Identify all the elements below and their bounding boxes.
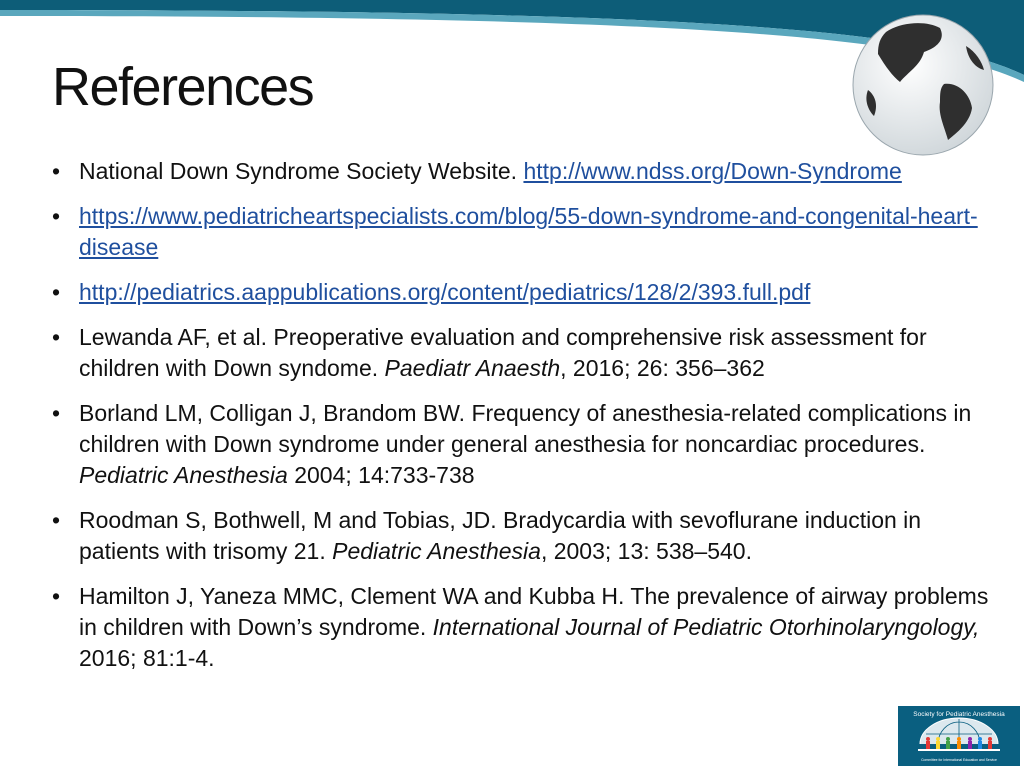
bullet-icon: • (52, 203, 61, 229)
logo-name: Society for Pediatric Anesthesia (913, 711, 1005, 718)
reference-item-2 (52, 201, 997, 263)
bullet-icon: • (52, 507, 61, 533)
journal-name: Paediatr Anaesth (384, 355, 561, 381)
bullet-icon: • (52, 324, 61, 350)
reference-text: Hamilton J, Yaneza MMC, Clement WA and Kubba H. The prevalence of airway problems in children with Down’s syndrome. (79, 583, 989, 640)
bullet-icon: • (52, 158, 61, 184)
reference-link[interactable]: https://www.pediatricheartspecialists.com/blog/55-down-syndrome-and-congenital-heart-disease (79, 203, 978, 260)
bullet-icon: • (52, 583, 61, 609)
reference-text: Roodman S, Bothwell, M and Tobias, JD. Bradycardia with sevoflurane induction in patients with trisomy 21. (79, 507, 922, 564)
reference-item-5 (52, 398, 997, 491)
page-title: References (52, 57, 314, 117)
journal-name: Pediatric Anesthesia (332, 538, 541, 564)
reference-item-7 (52, 581, 997, 674)
citation-details: 2016; 81:1-4. (79, 645, 215, 671)
reference-text: National Down Syndrome Society Website. (79, 158, 524, 184)
reference-text: Lewanda AF, et al. Preoperative evaluation and comprehensive risk assessment for children with Down syndome. (79, 324, 927, 381)
society-logo (898, 706, 1020, 766)
citation-details: , 2016; 26: 356–362 (560, 355, 765, 381)
logo-subtitle: Committee for International Education and Service (921, 758, 997, 762)
reference-link[interactable]: http://pediatrics.aappublications.org/content/pediatrics/128/2/393.full.pdf (79, 279, 811, 305)
citation-details: 2004; 14:733-738 (287, 462, 475, 488)
reference-item-4 (52, 322, 997, 384)
journal-name: International Journal of Pediatric Otorhinolaryngology, (432, 614, 980, 640)
citation-details: , 2003; 13: 538–540. (540, 538, 752, 564)
reference-item-1 (52, 156, 997, 187)
reference-text: Borland LM, Colligan J, Brandom BW. Frequency of anesthesia-related complications in children with Down syndrome under general anesthesia for noncardiac procedures. (79, 400, 972, 457)
journal-name: Pediatric Anesthesia (79, 462, 288, 488)
reference-link[interactable]: http://www.ndss.org/Down-Syndrome (523, 158, 902, 184)
reference-list (52, 156, 997, 688)
reference-item-6 (52, 505, 997, 567)
bullet-icon: • (52, 400, 61, 426)
reference-item-3 (52, 277, 997, 308)
globe-icon (848, 10, 998, 160)
bullet-icon: • (52, 279, 61, 305)
